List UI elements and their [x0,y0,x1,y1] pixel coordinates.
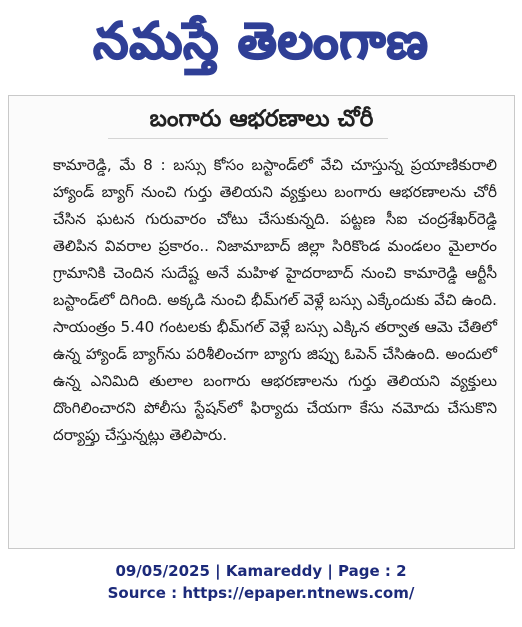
masthead [0,0,522,84]
source-url-line: Source : https://epaper.ntnews.com/ [107,584,415,602]
headline-divider [108,138,388,139]
date-edition-line: 09/05/2025 | Kamareddy | Page : 2 [115,562,407,580]
article-clipping [8,95,515,549]
article-headline: బంగారు ఆభరణాలు చోరీ [149,106,374,132]
source-caption [0,560,522,604]
newspaper-logo: నమస్తే తెలంగాణ [93,12,429,70]
article-body: కామారెడ్డి, మే 8 : బస్సు కోసం బస్టాండ్‌లో వేచి చూస్తున్న ప్రయాణికురాలి హ్యాండ్ బ్యాగ్ నుంచి గుర్తు తెలియని వ్యక్తులు బంగారు ఆభరణాలను చోరీ చేసిన ఘటన గురువారం చోటు చేసుకున్నది. పట్టణ సీఐ చంద్రశేఖర్‌రెడ్డి తెలిపిన వివరాల ప్రకారం.. నిజామాబాద్ జిల్లా సిరికొండ మండలం మైలారం గ్రామానికి చెందిన సుదేష్ట అనే మహిళ హైదరాబాద్ నుంచి కామారెడ్డి ఆర్టీసీ బస్టాండ్‌లో దిగింది. అక్కడి నుంచి భీమ్‌గల్ వెళ్లే బస్సు ఎక్కేందుకు వేచి ఉంది. సాయంత్రం 5.40 గంటలకు భీమ్‌గల్ వెళ్లే బస్సు ఎక్కిన తర్వాత ఆమె చేతిలో ఉన్న హ్యాండ్ బ్యాగ్‌ను పరిశీలించగా బ్యాగు జిప్పు ఓపెన్ చేసిఉంది. అందులో ఉన్న ఎనిమిది తులాల బంగారు ఆభరణాలను గుర్తు తెలియని వ్యక్తులు దొంగిలించారని పోలీసు స్టేషన్‌లో ఫిర్యాదు చేయగా కేసు నమోదు చేసుకొని దర్యాప్తు చేస్తున్నట్లు తెలిపారు. [53,156,497,444]
